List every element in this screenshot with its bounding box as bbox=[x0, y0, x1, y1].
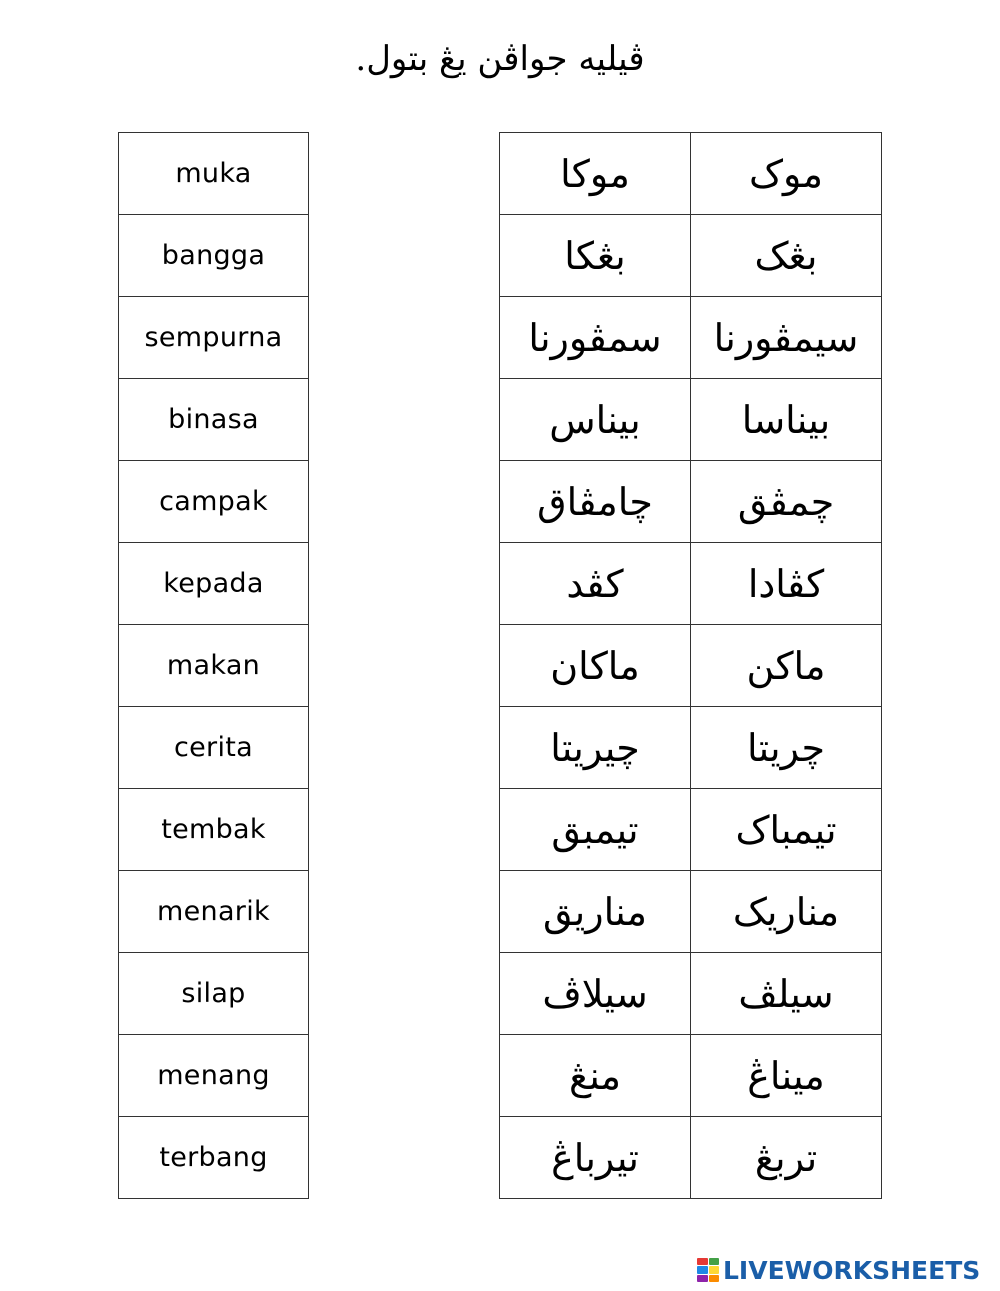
logo-square bbox=[709, 1266, 720, 1273]
jawi-option-left[interactable]: ماکان bbox=[500, 625, 691, 707]
jawi-option-right[interactable]: بڠک bbox=[691, 215, 882, 297]
latin-word-cell: cerita bbox=[119, 707, 309, 789]
latin-word-cell: menarik bbox=[119, 871, 309, 953]
latin-word-cell: bangga bbox=[119, 215, 309, 297]
logo-square bbox=[709, 1258, 720, 1265]
jawi-answer-table bbox=[499, 132, 882, 1199]
latin-word-table bbox=[118, 132, 309, 1199]
jawi-option-row bbox=[500, 543, 882, 625]
latin-word-cell: silap bbox=[119, 953, 309, 1035]
latin-row bbox=[119, 789, 309, 871]
jawi-option-left[interactable]: سيلاڤ bbox=[500, 953, 691, 1035]
jawi-option-right[interactable]: موک bbox=[691, 133, 882, 215]
jawi-option-right[interactable]: چريتا bbox=[691, 707, 882, 789]
jawi-option-right[interactable]: سيمڤورنا bbox=[691, 297, 882, 379]
jawi-option-left[interactable]: بيناس bbox=[500, 379, 691, 461]
jawi-option-row bbox=[500, 1117, 882, 1199]
jawi-option-row bbox=[500, 133, 882, 215]
jawi-option-left[interactable]: چامڤاق bbox=[500, 461, 691, 543]
jawi-option-right[interactable]: ميناڠ bbox=[691, 1035, 882, 1117]
latin-word-cell: sempurna bbox=[119, 297, 309, 379]
jawi-option-right[interactable]: کڤادا bbox=[691, 543, 882, 625]
jawi-option-left[interactable]: مناريق bbox=[500, 871, 691, 953]
jawi-option-row bbox=[500, 707, 882, 789]
jawi-option-left[interactable]: کڤد bbox=[500, 543, 691, 625]
jawi-option-row bbox=[500, 789, 882, 871]
jawi-option-row bbox=[500, 461, 882, 543]
latin-word-cell: binasa bbox=[119, 379, 309, 461]
page-title: ڤيليه جواڤن يڠ بتول. bbox=[355, 39, 645, 79]
logo-square bbox=[709, 1275, 720, 1282]
latin-row bbox=[119, 953, 309, 1035]
latin-row bbox=[119, 1117, 309, 1199]
latin-word-cell: menang bbox=[119, 1035, 309, 1117]
latin-row bbox=[119, 461, 309, 543]
logo-square bbox=[697, 1275, 708, 1282]
logo-square bbox=[697, 1258, 708, 1265]
liveworksheets-brand bbox=[697, 1256, 980, 1284]
jawi-option-right[interactable]: مناريک bbox=[691, 871, 882, 953]
jawi-option-row bbox=[500, 953, 882, 1035]
jawi-option-right[interactable]: بيناسا bbox=[691, 379, 882, 461]
latin-row bbox=[119, 625, 309, 707]
jawi-option-left[interactable]: تيرباڠ bbox=[500, 1117, 691, 1199]
jawi-option-row bbox=[500, 297, 882, 379]
jawi-option-right[interactable]: چمڤق bbox=[691, 461, 882, 543]
jawi-option-row bbox=[500, 871, 882, 953]
latin-row bbox=[119, 1035, 309, 1117]
latin-word-cell: terbang bbox=[119, 1117, 309, 1199]
latin-row bbox=[119, 133, 309, 215]
jawi-option-row bbox=[500, 625, 882, 707]
jawi-option-left[interactable]: منڠ bbox=[500, 1035, 691, 1117]
jawi-option-row bbox=[500, 215, 882, 297]
latin-row bbox=[119, 871, 309, 953]
logo-square bbox=[697, 1266, 708, 1273]
latin-word-cell: tembak bbox=[119, 789, 309, 871]
jawi-option-right[interactable]: تيمباک bbox=[691, 789, 882, 871]
jawi-option-left[interactable]: چيريتا bbox=[500, 707, 691, 789]
jawi-option-right[interactable]: ماکن bbox=[691, 625, 882, 707]
latin-word-cell: muka bbox=[119, 133, 309, 215]
latin-word-cell: kepada bbox=[119, 543, 309, 625]
jawi-option-left[interactable]: تيمبق bbox=[500, 789, 691, 871]
jawi-option-right[interactable]: سيلڤ bbox=[691, 953, 882, 1035]
brand-name: LIVEWORKSHEETS bbox=[723, 1255, 981, 1285]
jawi-option-left[interactable]: موکا bbox=[500, 133, 691, 215]
jawi-option-left[interactable]: بڠکا bbox=[500, 215, 691, 297]
jawi-option-left[interactable]: سمڤورنا bbox=[500, 297, 691, 379]
latin-word-cell: makan bbox=[119, 625, 309, 707]
liveworksheets-logo-icon bbox=[697, 1258, 719, 1282]
latin-row bbox=[119, 379, 309, 461]
jawi-option-row bbox=[500, 1035, 882, 1117]
jawi-option-row bbox=[500, 379, 882, 461]
jawi-option-right[interactable]: تربڠ bbox=[691, 1117, 882, 1199]
latin-row bbox=[119, 543, 309, 625]
latin-row bbox=[119, 707, 309, 789]
latin-row bbox=[119, 297, 309, 379]
latin-word-cell: campak bbox=[119, 461, 309, 543]
latin-row bbox=[119, 215, 309, 297]
